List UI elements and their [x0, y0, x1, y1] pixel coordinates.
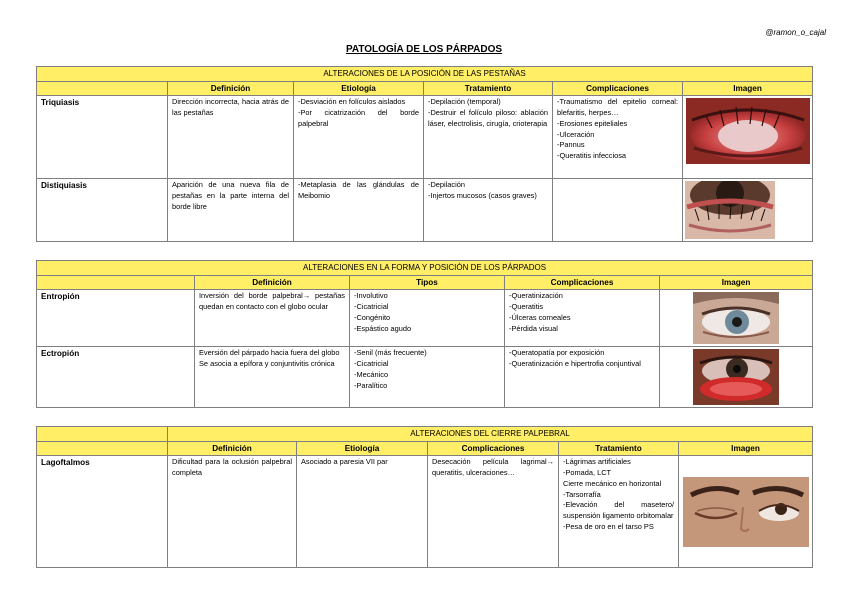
cell-tipos: -Senil (más frecuente) -Cicatricial -Mecánico -Paralítico: [350, 347, 505, 408]
table-row: [37, 347, 813, 408]
row-label-lagoftalmos: Lagoftalmos: [37, 456, 168, 568]
image-cell: [683, 179, 813, 242]
table1-corner: [37, 81, 168, 96]
table3-col-imagen: Imagen: [679, 441, 813, 456]
author-watermark: @ramon_o_cajal: [765, 28, 826, 37]
cell-etiologia: -Desviación en folículos aislados -Por cicatrización del borde palpebral: [294, 96, 424, 179]
table-eyelash-position: [36, 66, 813, 242]
cell-etiologia: -Metaplasia de las glándulas de Meibomio: [294, 179, 424, 242]
table3-corner: [37, 441, 168, 456]
table-eyelid-shape: [36, 260, 813, 408]
table1-col-definicion: Definición: [168, 81, 294, 96]
cell-definicion: Dirección incorrecta, hacia atrás de las pestañas: [168, 96, 294, 179]
table1-col-imagen: Imagen: [683, 81, 813, 96]
cell-definicion: Eversión del párpado hacia fuera del globo Se asocia a epífora y conjuntivitis crónica: [195, 347, 350, 408]
table2-col-tipos: Tipos: [350, 275, 505, 290]
table2-corner: [37, 275, 195, 290]
page-title: PATOLOGÍA DE LOS PÁRPADOS: [345, 44, 503, 55]
table2-col-complicaciones: Complicaciones: [505, 275, 660, 290]
table-row: [37, 290, 813, 347]
table2-header: ALTERACIONES EN LA FORMA Y POSICIÓN DE LOS PÁRPADOS: [37, 261, 813, 276]
table-row: [37, 96, 813, 179]
triquiasis-photo: [686, 98, 810, 164]
cell-definicion: Aparición de una nueva fila de pestañas en la parte interna del borde libre: [168, 179, 294, 242]
table-row: [37, 179, 813, 242]
table3-col-tratamiento: Tratamiento: [559, 441, 679, 456]
table1-header: ALTERACIONES DE LA POSICIÓN DE LAS PESTAÑAS: [37, 67, 813, 82]
table1-col-tratamiento: Tratamiento: [424, 81, 553, 96]
image-cell: [660, 290, 813, 347]
cell-definicion: Dificultad para la oclusión palpebral completa: [168, 456, 297, 568]
ectropion-photo: [693, 349, 779, 405]
table1-col-complicaciones: Complicaciones: [553, 81, 683, 96]
table2-col-definicion: Definición: [195, 275, 350, 290]
cell-definicion: Inversión del borde palpebral→ pestañas quedan en contacto con el globo ocular: [195, 290, 350, 347]
distiquiasis-photo: [685, 181, 775, 239]
cell-complicaciones: Desecación película lagrimal→ queratitis, ulceraciones…: [428, 456, 559, 568]
table1-col-etiologia: Etiología: [294, 81, 424, 96]
table2-col-imagen: Imagen: [660, 275, 813, 290]
cell-complicaciones: -Queratinización -Queratitis -Úlceras corneales -Pérdida visual: [505, 290, 660, 347]
cell-etiologia: Asociado a paresia VII par: [297, 456, 428, 568]
table3-col-definicion: Definición: [168, 441, 297, 456]
table3-col-etiologia: Etiología: [297, 441, 428, 456]
table3-col-complicaciones: Complicaciones: [428, 441, 559, 456]
row-label-distiquiasis: Distiquiasis: [37, 179, 168, 242]
cell-complicaciones: [553, 179, 683, 242]
row-label-ectropion: Ectropión: [37, 347, 195, 408]
table-eyelid-closure: [36, 426, 813, 568]
lagoftalmos-photo: [683, 477, 809, 547]
cell-tratamiento: -Depilación (temporal) -Destruir el folículo piloso: ablación láser, electrolisis, cirugía, crioterapia: [424, 96, 553, 179]
table3-header: ALTERACIONES DEL CIERRE PALPEBRAL: [168, 427, 813, 442]
image-cell: [660, 347, 813, 408]
cell-complicaciones: -Traumatismo del epitelio corneal: blefaritis, herpes… -Erosiones epiteliales -Ulceración -Pannus -Queratitis infecciosa: [553, 96, 683, 179]
entropion-photo: [693, 292, 779, 344]
row-label-entropion: Entropión: [37, 290, 195, 347]
cell-complicaciones: -Queratopatía por exposición -Queratinización e hipertrofia conjuntival: [505, 347, 660, 408]
cell-tipos: -Involutivo -Cicatricial -Congénito -Espástico agudo: [350, 290, 505, 347]
row-label-triquiasis: Triquiasis: [37, 96, 168, 179]
table3-blank: [37, 427, 168, 442]
cell-tratamiento: -Lágrimas artificiales -Pomada, LCT Cierre mecánico en horizontal -Tarsorrafía -Elevación del masetero/ suspensión ligamento orbitomalar -Pesa de oro en el tarso PS: [559, 456, 679, 568]
image-cell: [679, 456, 813, 568]
table-row: [37, 456, 813, 568]
image-cell: [683, 96, 813, 179]
cell-tratamiento: -Depilación -Injertos mucosos (casos graves): [424, 179, 553, 242]
